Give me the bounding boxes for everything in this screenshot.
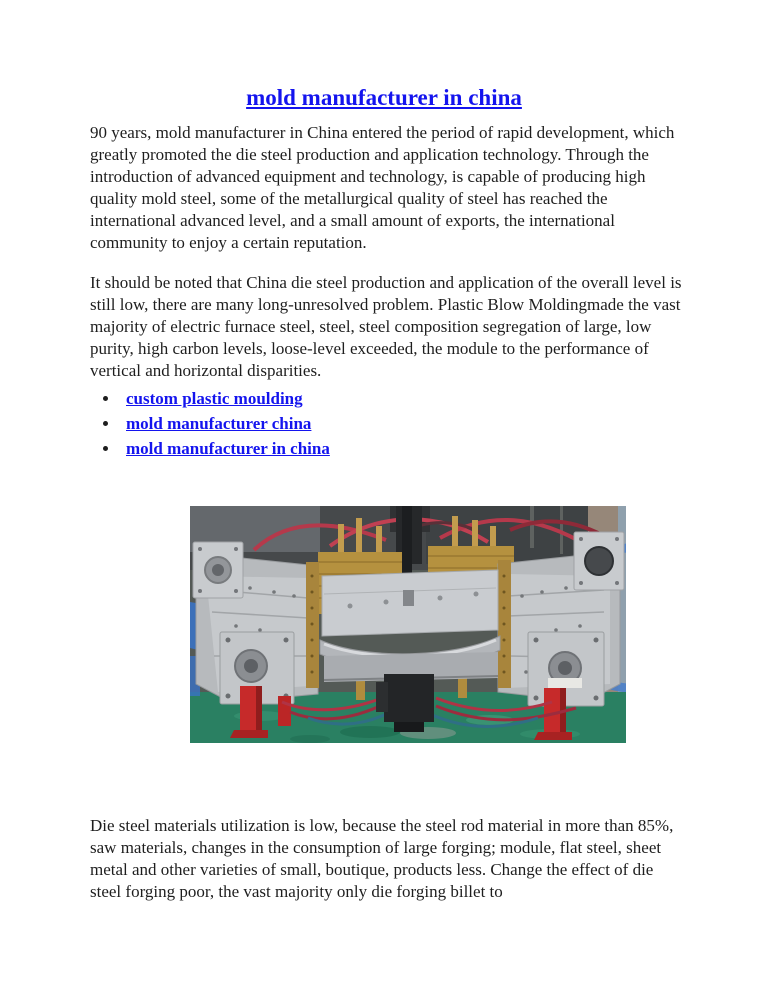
left-mold-wing (193, 542, 318, 704)
link-mold-manufacturer-china[interactable]: mold manufacturer china (126, 414, 312, 433)
list-item (120, 386, 330, 411)
paragraph-materials: Die steel materials utilization is low, because the steel rod material in more than 85%, saw materials, changes in the consumption of large forging; module, flat steel, sheet metal and other varieties of small, boutique, products less. Change the effect of die steel forging poor, the vast majority only die forging billet to (90, 816, 674, 901)
paragraph-quality: It should be noted that China die steel production and application of the overall level is still low, there are many long-unresolved problem. Plastic Blow Moldingmade the vast majority of electric furnace steel, steel, steel composition segregation of large, low purity, high carbon levels, loose-level exceeded, the module to the performance of vertical and horizontal disparities. (90, 273, 682, 380)
list-item (120, 411, 330, 436)
link-custom-plastic-moulding[interactable]: custom plastic moulding (126, 389, 303, 408)
link-mold-manufacturer-in-china[interactable]: mold manufacturer in china (126, 439, 330, 458)
paragraph-intro: 90 years, mold manufacturer in China entered the period of rapid development, which greatly promoted the die steel production and application technology. Through the introduction of advanced equipment and technology, is capable of producing high quality mold steel, some of the metallurgical quality of steel has reached the international advanced level, and a small amount of exports, the international community to enjoy a certain reputation. (90, 123, 675, 252)
mold-photo-illustration (190, 506, 626, 743)
page-title (0, 84, 768, 112)
list-item (120, 436, 330, 461)
mold-photo (190, 506, 626, 743)
page-title-link[interactable]: mold manufacturer in china (246, 85, 522, 110)
keyword-link-list (102, 386, 330, 461)
